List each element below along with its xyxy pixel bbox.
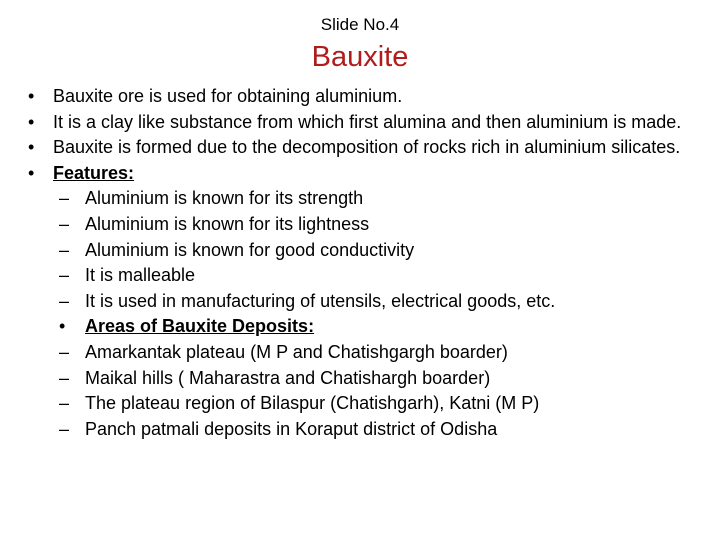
deposit-text: Panch patmali deposits in Koraput district of Odisha bbox=[85, 418, 498, 439]
feature-item bbox=[0, 291, 685, 311]
deposit-item bbox=[0, 419, 685, 439]
features-heading-text: Features: bbox=[53, 162, 135, 183]
slide-number: Slide No.4 bbox=[320, 15, 400, 34]
bullet-item bbox=[0, 112, 693, 132]
deposit-item bbox=[0, 368, 685, 388]
slide-title: Bauxite bbox=[311, 41, 409, 73]
bullet-text: Bauxite is formed due to the decomposition of rocks rich in aluminium silicates. bbox=[53, 137, 681, 158]
feature-item bbox=[0, 265, 685, 285]
feature-item bbox=[0, 240, 685, 260]
deposit-text: The plateau region of Bilaspur (Chatishgarh), Katni (M P) bbox=[85, 393, 540, 414]
feature-text: Aluminium is known for its strength bbox=[85, 188, 364, 209]
feature-text: Aluminium is known for good conductivity bbox=[85, 239, 415, 260]
deposit-item bbox=[0, 342, 685, 362]
bullet-marker: • bbox=[59, 316, 66, 337]
bullet-marker: • bbox=[28, 86, 35, 106]
dash-marker: – bbox=[59, 239, 70, 260]
bullet-text: Bauxite ore is used for obtaining aluminium. bbox=[53, 86, 403, 106]
deposits-heading-text: Areas of Bauxite Deposits: bbox=[85, 316, 315, 337]
dash-marker: – bbox=[59, 265, 70, 286]
deposit-text: Amarkantak plateau (M P and Chatishgargh boarder) bbox=[85, 341, 508, 362]
bullet-item bbox=[0, 86, 693, 106]
bullet-item bbox=[0, 137, 693, 157]
feature-text: It is used in manufacturing of utensils, electrical goods, etc. bbox=[85, 290, 556, 311]
feature-text: Aluminium is known for its lightness bbox=[85, 213, 370, 234]
dash-marker: – bbox=[59, 393, 70, 414]
deposit-text: Maikal hills ( Maharastra and Chatishargh boarder) bbox=[85, 367, 491, 388]
dash-marker: – bbox=[59, 213, 70, 234]
feature-item bbox=[0, 214, 685, 234]
feature-item bbox=[0, 188, 685, 208]
dash-marker: – bbox=[59, 341, 70, 362]
dash-marker: – bbox=[59, 290, 70, 311]
features-heading bbox=[0, 163, 693, 183]
bullet-marker: • bbox=[28, 162, 35, 183]
feature-text: It is malleable bbox=[85, 265, 196, 286]
bullet-marker: • bbox=[28, 111, 35, 132]
dash-marker: – bbox=[59, 418, 70, 439]
dash-marker: – bbox=[59, 367, 70, 388]
dash-marker: – bbox=[59, 188, 70, 209]
bullet-text: It is a clay like substance from which first alumina and then aluminium is made. bbox=[53, 111, 682, 132]
slide-content bbox=[0, 86, 720, 444]
bullet-marker: • bbox=[28, 137, 35, 158]
deposits-heading bbox=[0, 316, 685, 336]
deposit-item bbox=[0, 393, 685, 413]
